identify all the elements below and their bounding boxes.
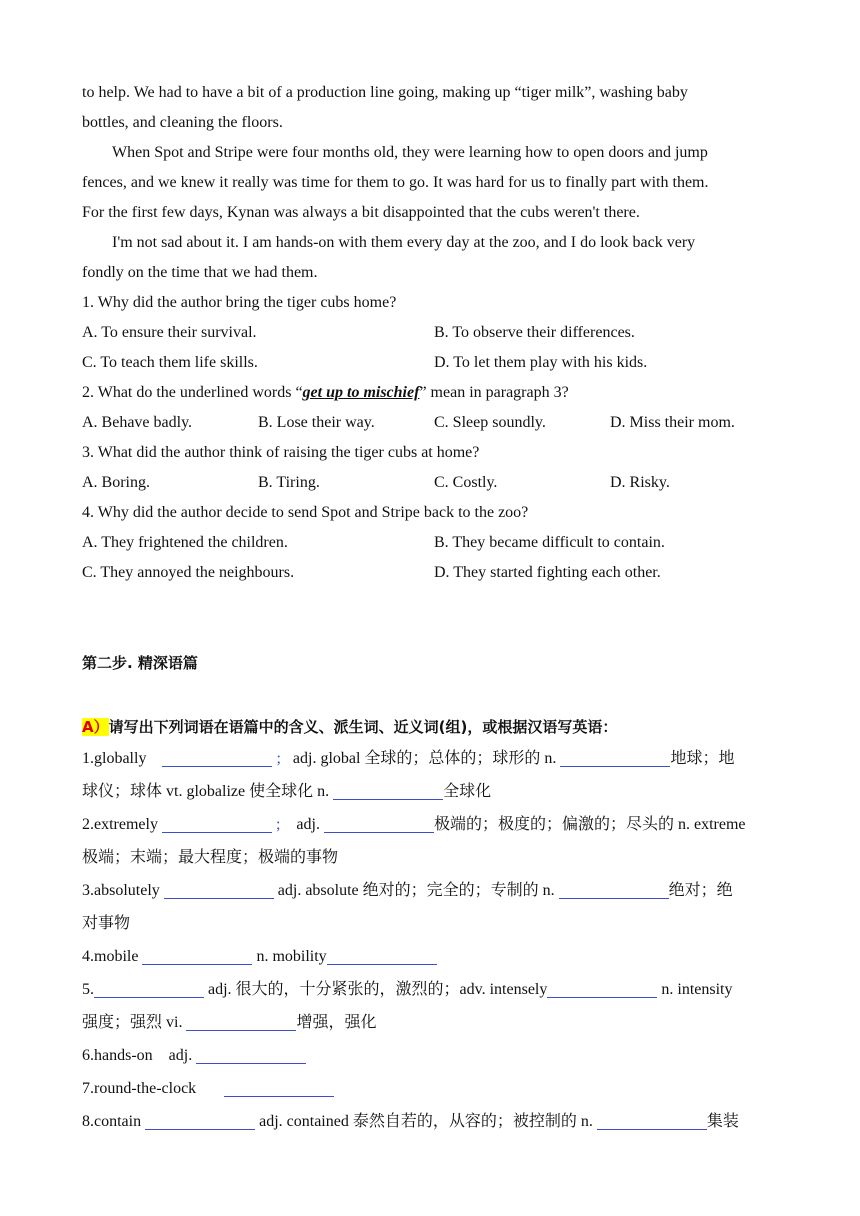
answer-option: D. Risky.	[610, 474, 670, 491]
question-stem: 1. Why did the author bring the tiger cubs home?	[82, 294, 397, 311]
answer-option: D. Miss their mom.	[610, 414, 735, 431]
vocab-text: n. mobility	[256, 948, 327, 965]
vocab-text: 极端的；极度的；偏激的；尽头的 n. extreme	[433, 816, 746, 833]
answer-blank[interactable]	[560, 748, 670, 767]
passage-line: I'm not sad about it. I am hands-on with them every day at the zoo, and I do look back very	[112, 234, 696, 251]
answer-blank[interactable]	[196, 1045, 306, 1064]
answer-option: A. Boring.	[82, 474, 150, 491]
section-a-label: A）	[82, 718, 109, 736]
answer-option: B. Tiring.	[258, 474, 320, 491]
section-title: 第二步. 精深语篇	[82, 654, 198, 672]
passage-line: to help. We had to have a bit of a production line going, making up “tiger milk”, washing baby	[82, 84, 688, 101]
vocab-item-cont	[82, 1006, 780, 1039]
vocab-item	[82, 973, 780, 1006]
answer-option: B. To observe their differences.	[434, 324, 635, 341]
vocab-item	[82, 742, 780, 775]
answer-option: A. Behave badly.	[82, 414, 193, 431]
answer-blank[interactable]	[162, 814, 272, 833]
vocab-text: 全球化	[443, 783, 492, 800]
answer-blank[interactable]	[186, 1012, 296, 1031]
answer-blank[interactable]	[142, 946, 252, 965]
answer-blank[interactable]	[327, 946, 437, 965]
vocab-text: 强度；强烈 vi.	[82, 1014, 183, 1031]
vocab-item	[82, 940, 780, 973]
passage-line: When Spot and Stripe were four months old, they were learning how to open doors and jump	[112, 144, 708, 161]
question-stem: 4. Why did the author decide to send Spot and Stripe back to the zoo?	[82, 504, 529, 521]
answer-option: C. Sleep soundly.	[434, 414, 546, 431]
vocab-word: 4.mobile	[82, 948, 139, 965]
answer-blank[interactable]	[145, 1111, 255, 1130]
vocab-item-cont	[82, 907, 780, 940]
vocab-item	[82, 1039, 780, 1072]
vocab-text: 对事物	[82, 915, 131, 932]
answer-option: D. They started fighting each other.	[434, 564, 661, 581]
vocab-word: 7.round-the-clock	[82, 1080, 197, 1097]
vocab-text: adj.	[168, 1047, 193, 1064]
answer-option: B. Lose their way.	[258, 414, 375, 431]
vocab-item-cont	[82, 775, 780, 808]
answer-option: B. They became difficult to contain.	[434, 534, 665, 551]
vocab-word: 2.extremely	[82, 816, 158, 833]
separator: ;	[275, 816, 281, 833]
vocab-text: adj. absolute 绝对的；完全的；专制的 n.	[277, 882, 555, 899]
vocab-text: 球仪；球体 vt. globalize 使全球化 n.	[82, 783, 330, 800]
vocab-text: 增强，强化	[296, 1014, 377, 1031]
question-stem-post: ” mean in paragraph 3?	[419, 384, 569, 401]
section-a-instruction	[82, 712, 780, 742]
vocab-text: n. intensity	[661, 981, 733, 998]
instruction-text: 请写出下列词语在语篇中的含义、派生词、近义词(组)，或根据汉语写英语：	[108, 718, 618, 736]
answer-blank[interactable]	[94, 979, 204, 998]
question-stem	[82, 378, 780, 408]
passage-line: fondly on the time that we had them.	[82, 264, 318, 281]
vocab-item	[82, 1105, 780, 1138]
answer-option: D. To let them play with his kids.	[434, 354, 648, 371]
answer-blank[interactable]	[224, 1078, 334, 1097]
question-stem-pre: 2. What do the underlined words “	[82, 384, 303, 401]
vocab-word: 8.contain	[82, 1113, 142, 1130]
vocab-text: 地球；地	[670, 750, 735, 767]
vocab-word: 3.absolutely	[82, 882, 160, 899]
answer-blank[interactable]	[559, 880, 669, 899]
question-2	[82, 378, 780, 438]
vocab-text: 集装	[706, 1113, 739, 1130]
passage-line: fences, and we knew it really was time for them to go. It was hard for us to finally part with them.	[82, 174, 709, 191]
answer-blank[interactable]	[162, 748, 272, 767]
vocab-text: adj. 很大的，十分紧张的，激烈的；adv. intensely	[208, 981, 548, 998]
passage-line: bottles, and cleaning the floors.	[82, 114, 283, 131]
vocab-text: adj.	[296, 816, 320, 833]
underlined-phrase: get up to mischief	[302, 384, 420, 401]
answer-option: C. Costly.	[434, 474, 498, 491]
answer-option: A. To ensure their survival.	[82, 324, 257, 341]
question-3	[82, 438, 780, 498]
vocab-item	[82, 1072, 780, 1105]
answer-blank[interactable]	[324, 814, 434, 833]
vocab-text: adj. global 全球的；总体的；球形的 n.	[292, 750, 557, 767]
separator: ;	[276, 750, 281, 767]
answer-blank[interactable]	[333, 781, 443, 800]
vocab-list	[82, 742, 780, 1138]
vocab-item-cont	[82, 841, 780, 874]
answer-blank[interactable]	[547, 979, 657, 998]
question-4	[82, 498, 780, 588]
passage-line: For the first few days, Kynan was always a bit disappointed that the cubs weren't there.	[82, 204, 640, 221]
question-1	[82, 288, 780, 378]
document-page	[82, 78, 780, 1138]
answer-option: C. They annoyed the neighbours.	[82, 564, 295, 581]
vocab-word: 6.hands-on	[82, 1047, 153, 1064]
vocab-word: 5.	[82, 981, 94, 998]
vocab-text: 极端；末端；最大程度；极端的事物	[82, 849, 339, 866]
answer-blank[interactable]	[164, 880, 274, 899]
vocab-word: 1.globally	[82, 750, 147, 767]
vocab-text: 绝对；绝	[668, 882, 733, 899]
answer-blank[interactable]	[597, 1111, 707, 1130]
vocab-item	[82, 808, 780, 841]
question-stem: 3. What did the author think of raising the tiger cubs at home?	[82, 444, 480, 461]
answer-option: A. They frightened the children.	[82, 534, 288, 551]
reading-passage	[82, 78, 780, 288]
answer-option: C. To teach them life skills.	[82, 354, 258, 371]
vocab-item	[82, 874, 780, 907]
vocab-text: adj. contained 泰然自若的，从容的；被控制的 n.	[259, 1113, 593, 1130]
